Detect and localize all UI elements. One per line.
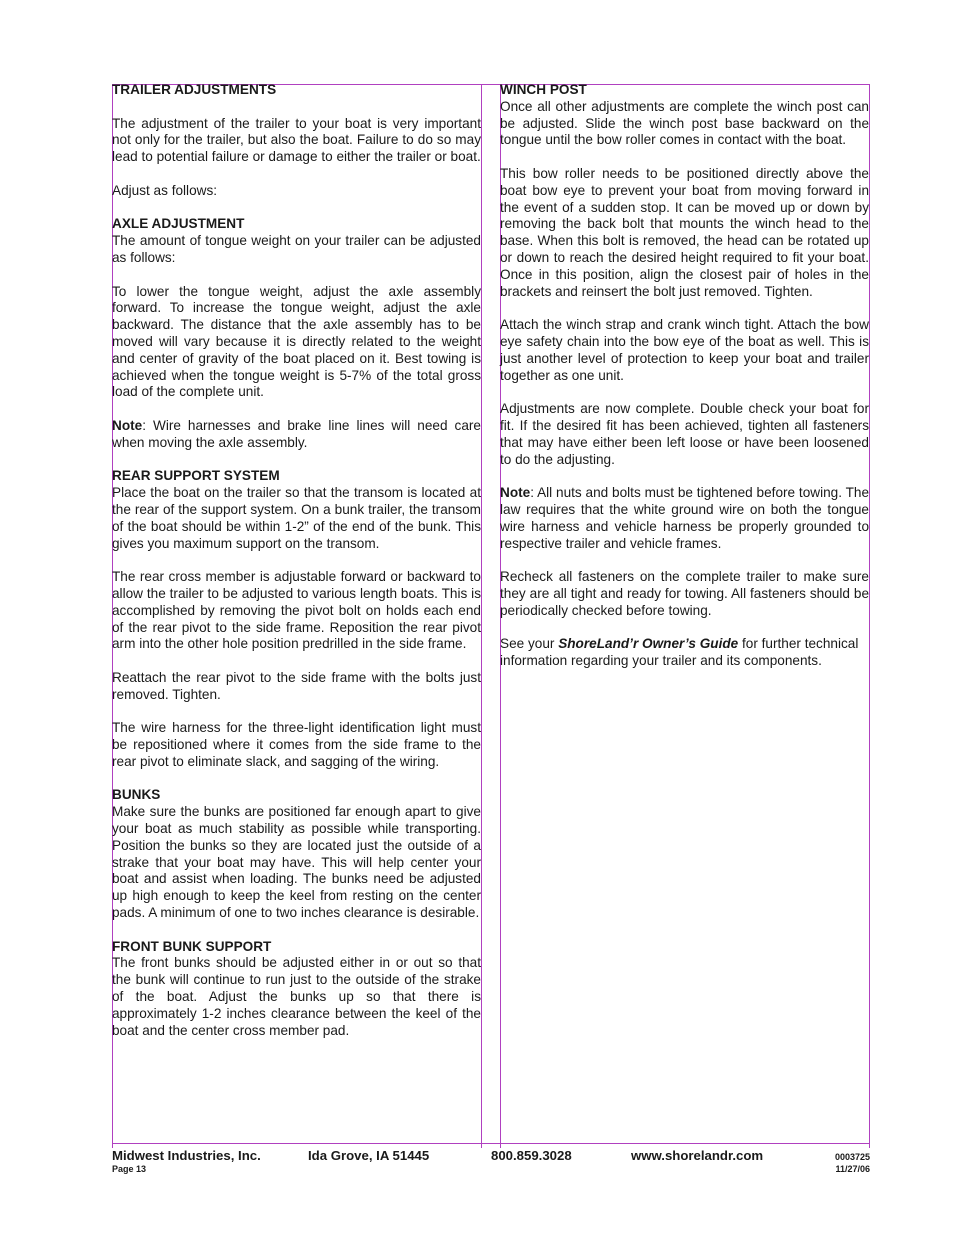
see-guide-paragraph — [500, 636, 869, 670]
note-text: : Wire harnesses and brake line lines will need care when moving the axle assembly. — [112, 417, 481, 450]
heading-axle-adjustment: AXLE ADJUSTMENT — [112, 216, 245, 232]
paragraph: Adjustments are now complete. Double check your boat for fit. If the desired fit has been achieved, tighten all fasteners that may have either been left loose or have been loosened to do the adjusting. — [500, 401, 869, 467]
paragraph: Make sure the bunks are positioned far enough apart to give your boat as much stability as possible while transporting. Position the bunks so they are located just the outside of a strake that your boat may have. This will help center your boat and assist when loading. The bunks need be adjusted up high enough to keep the keel from resting on the center pads. A minimum of one to two inches clearance is desirable. — [112, 804, 481, 921]
left-column — [112, 82, 481, 1056]
heading-rear-support-system: REAR SUPPORT SYSTEM — [112, 468, 280, 484]
note-paragraph — [112, 418, 481, 452]
heading-bunks: BUNKS — [112, 787, 161, 803]
paragraph: To lower the tongue weight, adjust the axle assembly forward. To increase the tongue weight, adjust the axle backward. The distance that the axle assembly has to be moved will vary because it is directly related to the weight and center of gravity of the boat placed on it. Best towing is achieved when the tongue weight is 5-7% of the total gross load of the complete unit. — [112, 283, 481, 400]
paragraph: Once all other adjustments are complete the winch post can be adjusted. Slide the winch post base backward on the tongue until the bow roller comes in contact with the boat. — [500, 98, 869, 148]
paragraph: The front bunks should be adjusted either in or out so that the bunk will continue to run just to the outside of the strake of the boat. Adjust the bunks up so that there is approximately 1-2 inches clearance between the keel of the boat and the center cross member pad. — [112, 955, 481, 1038]
frame-gutter-left-line — [481, 84, 482, 1148]
footer-phone: 800.859.3028 — [491, 1148, 572, 1163]
frame-right-line — [869, 84, 870, 1148]
paragraph: The adjustment of the trailer to your boat is very important not only for the trailer, but also the boat. Failure to do so may lead to potential failure or damage to either the trailer or boat. — [112, 115, 481, 165]
footer-doc-number: 0003725 — [834, 1152, 870, 1162]
note-label: Note — [112, 417, 143, 433]
paragraph: Place the boat on the trailer so that the transom is located at the rear of the support system. On a bunk trailer, the transom of the boat should be within 1-2” of the end of the bunk. This gives you maximum support on the transom. — [112, 485, 481, 551]
see-suffix: for further technical information regarding your trailer and its components. — [500, 636, 859, 669]
footer-company: Midwest Industries, Inc. — [112, 1148, 261, 1163]
paragraph: Attach the winch strap and crank winch tight. Attach the bow eye safety chain into the bow eye of the boat as well. This is just another level of protection to keep your boat and trailer together as one unit. — [500, 317, 869, 383]
heading-front-bunk-support: FRONT BUNK SUPPORT — [112, 938, 272, 954]
footer-page: Page 13 — [112, 1164, 147, 1174]
blank-line — [112, 99, 481, 116]
frame-bottom-line — [112, 1143, 870, 1144]
right-column — [500, 82, 869, 687]
note-label: Note — [500, 485, 531, 501]
footer-date: 11/27/06 — [835, 1164, 870, 1174]
see-prefix: See your — [500, 636, 559, 652]
owners-guide-title: ShoreLand’r Owner’s Guide — [558, 636, 739, 652]
note-paragraph — [500, 485, 869, 552]
note-text: : All nuts and bolts must be tightened before towing. The law requires that the white ground wire on both the tongue wire harness and vehicle harness be properly grounded to respective trailer and vehicle frames. — [500, 485, 869, 551]
paragraph: Recheck all fasteners on the complete trailer to make sure they are all tight and ready for towing. All fasteners should be periodically checked before towing. — [500, 569, 869, 618]
footer-website: www.shorelandr.com — [631, 1148, 764, 1163]
paragraph: The wire harness for the three-light identification light must be repositioned where it comes from the side frame to the rear pivot to eliminate slack, and sagging of the wiring. — [112, 720, 481, 769]
heading-trailer-adjustments: TRAILER ADJUSTMENTS — [112, 82, 277, 97]
paragraph: The rear cross member is adjustable forward or backward to allow the trailer to be adjusted to various length boats. This is accomplished by removing the pivot bolt on holds each end of the rear pivot to the side frame. Reposition the rear pivot arm into the other hole position predrilled in the side frame. — [112, 569, 481, 652]
paragraph: Adjust as follows: — [112, 182, 218, 198]
paragraph: The amount of tongue weight on your trailer can be adjusted as follows: — [112, 233, 481, 265]
paragraph: Reattach the rear pivot to the side frame with the bolts just removed. Tighten. — [112, 669, 481, 702]
footer-location: Ida Grove, IA 51445 — [308, 1148, 430, 1163]
heading-winch-post: WINCH POST — [500, 82, 587, 97]
paragraph: This bow roller needs to be positioned directly above the boat bow eye to prevent your boat from moving forward in the event of a sudden stop. It can be moved up or down by removing the back bolt that mounts the winch head to the base. When this bolt is removed, the head can be rotated up or down to reach the desired height required to fit your boat. Once in this position, align the closest pair of holes in the brackets and reinsert the bolt just removed. Tighten. — [500, 165, 869, 299]
